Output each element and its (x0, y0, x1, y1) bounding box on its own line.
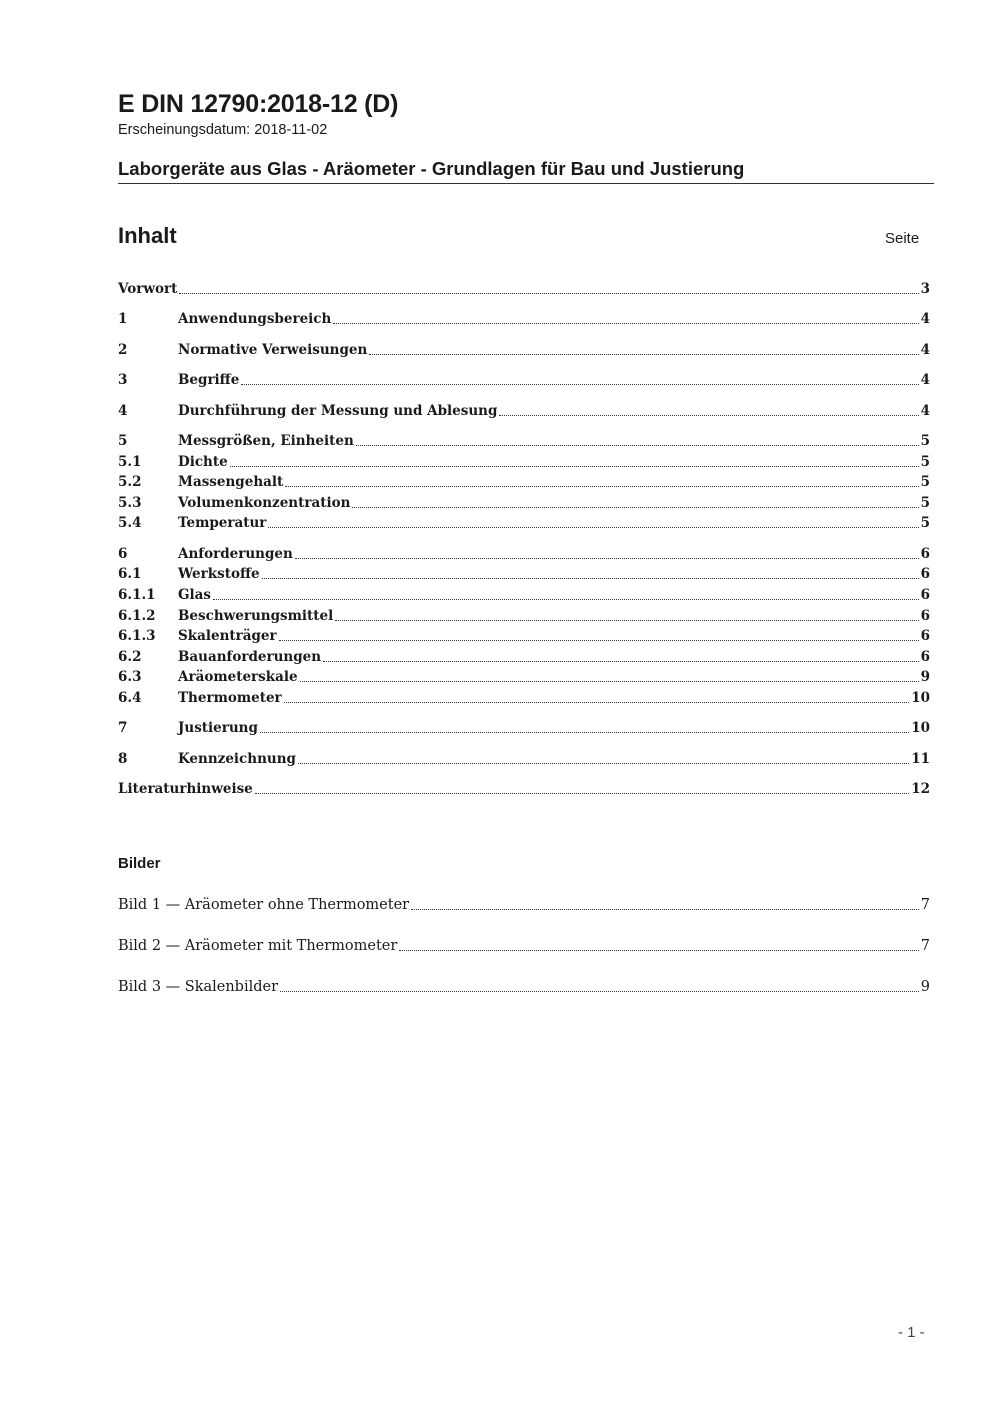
dot-leader (260, 727, 909, 733)
dot-leader (333, 318, 918, 324)
toc-entry[interactable] (118, 370, 930, 390)
dot-leader (399, 945, 918, 951)
figure-entry-page: 7 (920, 897, 930, 913)
dot-leader (262, 573, 919, 579)
toc-entry-page: 6 (920, 608, 930, 624)
toc-entry-page: 12 (911, 781, 930, 797)
page-column-label: Seite (885, 230, 920, 247)
toc-entry-page: 5 (920, 433, 930, 449)
toc-entry-title: Beschwerungsmittel (178, 608, 334, 624)
toc-entry-number: 5.2 (118, 474, 142, 490)
toc-entry[interactable] (118, 647, 930, 667)
dot-leader (369, 349, 918, 355)
toc-entry[interactable] (118, 340, 930, 360)
toc-entry-number: 6.4 (118, 690, 142, 706)
toc-entry[interactable] (118, 472, 930, 492)
toc-entry-page: 11 (911, 751, 930, 767)
toc-entry[interactable] (118, 279, 930, 299)
toc-entry-title: Dichte (178, 454, 228, 470)
figure-entry-title: Bild 3 — Skalenbilder (118, 979, 279, 995)
toc-entry-title: Aräometerskale (178, 669, 298, 685)
dot-leader (213, 594, 919, 600)
figures-heading: Bilder (118, 855, 161, 872)
toc-entry-number: 4 (118, 403, 128, 419)
toc-entry-page: 6 (920, 649, 930, 665)
toc-entry-page: 10 (911, 690, 930, 706)
dot-leader (295, 553, 919, 559)
toc-entry-number: 6.1.3 (118, 628, 156, 644)
dot-leader (279, 635, 919, 641)
toc-entry-title: Begriffe (178, 372, 240, 388)
dot-leader (255, 788, 909, 794)
toc-entry-number: 6.1.2 (118, 608, 156, 624)
toc-entry[interactable] (118, 493, 930, 513)
figure-entry-page: 9 (920, 979, 930, 995)
toc-entry[interactable] (118, 452, 930, 472)
toc-entry-title: Thermometer (178, 690, 282, 706)
dot-leader (284, 697, 910, 703)
figure-entry[interactable] (118, 977, 930, 997)
document-id: E DIN 12790:2018-12 (D) (118, 90, 399, 118)
toc-entry-title: Bauanforderungen (178, 649, 322, 665)
toc-entry[interactable] (118, 688, 930, 708)
toc-entry[interactable] (118, 401, 930, 421)
toc-entry-page: 6 (920, 546, 930, 562)
toc-entry-title: Literaturhinweise (118, 781, 253, 797)
toc-entry-number: 6.1 (118, 566, 142, 582)
toc-entry[interactable] (118, 431, 930, 451)
toc-entry-page: 10 (911, 720, 930, 736)
toc-entry-title: Justierung (178, 720, 258, 736)
toc-entry[interactable] (118, 779, 930, 799)
dot-leader (300, 676, 919, 682)
toc-entry-number: 1 (118, 311, 128, 327)
toc-entry-number: 6.1.1 (118, 587, 156, 603)
figure-entry[interactable] (118, 936, 930, 956)
figure-entry[interactable] (118, 895, 930, 915)
toc-entry[interactable] (118, 718, 930, 738)
toc-entry-number: 2 (118, 342, 128, 358)
toc-entry-number: 6.3 (118, 669, 142, 685)
toc-entry-number: 5.1 (118, 454, 142, 470)
toc-entry-number: 5.3 (118, 495, 142, 511)
dot-leader (352, 502, 918, 508)
toc-entry-page: 5 (920, 474, 930, 490)
toc-entry-title: Anforderungen (178, 546, 293, 562)
figure-entry-title: Bild 2 — Aräometer mit Thermometer (118, 938, 398, 954)
toc-entry-page: 9 (920, 669, 930, 685)
toc-entry-page: 4 (920, 372, 930, 388)
toc-entry-page: 3 (920, 281, 930, 297)
toc-entry[interactable] (118, 585, 930, 605)
dot-leader (280, 986, 919, 992)
dot-leader (230, 461, 919, 467)
toc-entry-page: 4 (920, 311, 930, 327)
document-title: Laborgeräte aus Glas - Aräometer - Grundlagen für Bau und Justierung (118, 158, 934, 184)
dot-leader (323, 656, 919, 662)
dot-leader (268, 522, 918, 528)
publication-date: Erscheinungsdatum: 2018-11-02 (118, 122, 328, 138)
toc-entry-page: 4 (920, 342, 930, 358)
toc-entry[interactable] (118, 513, 930, 533)
toc-entry-number: 3 (118, 372, 128, 388)
dot-leader (298, 758, 909, 764)
toc-entry-title: Skalenträger (178, 628, 277, 644)
toc-entry-number: 8 (118, 751, 128, 767)
toc-entry-title: Werkstoffe (178, 566, 260, 582)
dot-leader (411, 904, 919, 910)
toc-entry-title: Durchführung der Messung und Ablesung (178, 403, 498, 419)
toc-entry[interactable] (118, 667, 930, 687)
toc-entry[interactable] (118, 309, 930, 329)
toc-entry-title: Volumenkonzentration (178, 495, 351, 511)
toc-entry-number: 5.4 (118, 515, 142, 531)
toc-entry[interactable] (118, 749, 930, 769)
page-number: - 1 - (898, 1324, 925, 1341)
dot-leader (179, 288, 918, 294)
toc-entry-page: 6 (920, 566, 930, 582)
figure-entry-title: Bild 1 — Aräometer ohne Thermometer (118, 897, 410, 913)
toc-entry-page: 6 (920, 628, 930, 644)
toc-heading: Inhalt (118, 223, 177, 248)
toc-entry-title: Temperatur (178, 515, 267, 531)
dot-leader (356, 440, 919, 446)
toc-entry-title: Glas (178, 587, 212, 603)
dot-leader (241, 379, 918, 385)
toc-entry[interactable] (118, 544, 930, 564)
toc-entry[interactable] (118, 564, 930, 584)
toc-entry-page: 5 (920, 454, 930, 470)
toc-entry[interactable] (118, 626, 930, 646)
dot-leader (335, 615, 918, 621)
toc-entry-number: 5 (118, 433, 128, 449)
toc-entry-page: 4 (920, 403, 930, 419)
toc-entry-page: 5 (920, 495, 930, 511)
toc-entry-number: 7 (118, 720, 128, 736)
toc-entry-number: 6.2 (118, 649, 142, 665)
toc-entry-number: 6 (118, 546, 128, 562)
toc-entry-title: Normative Verweisungen (178, 342, 368, 358)
dot-leader (285, 481, 918, 487)
toc-entry-title: Massengehalt (178, 474, 284, 490)
toc-entry-title: Vorwort (118, 281, 178, 297)
toc-entry-title: Anwendungsbereich (178, 311, 332, 327)
toc-entry-page: 5 (920, 515, 930, 531)
dot-leader (499, 410, 918, 416)
toc-entry-page: 6 (920, 587, 930, 603)
toc-entry[interactable] (118, 606, 930, 626)
figure-entry-page: 7 (920, 938, 930, 954)
toc-entry-title: Kennzeichnung (178, 751, 296, 767)
toc-entry-title: Messgrößen, Einheiten (178, 433, 354, 449)
